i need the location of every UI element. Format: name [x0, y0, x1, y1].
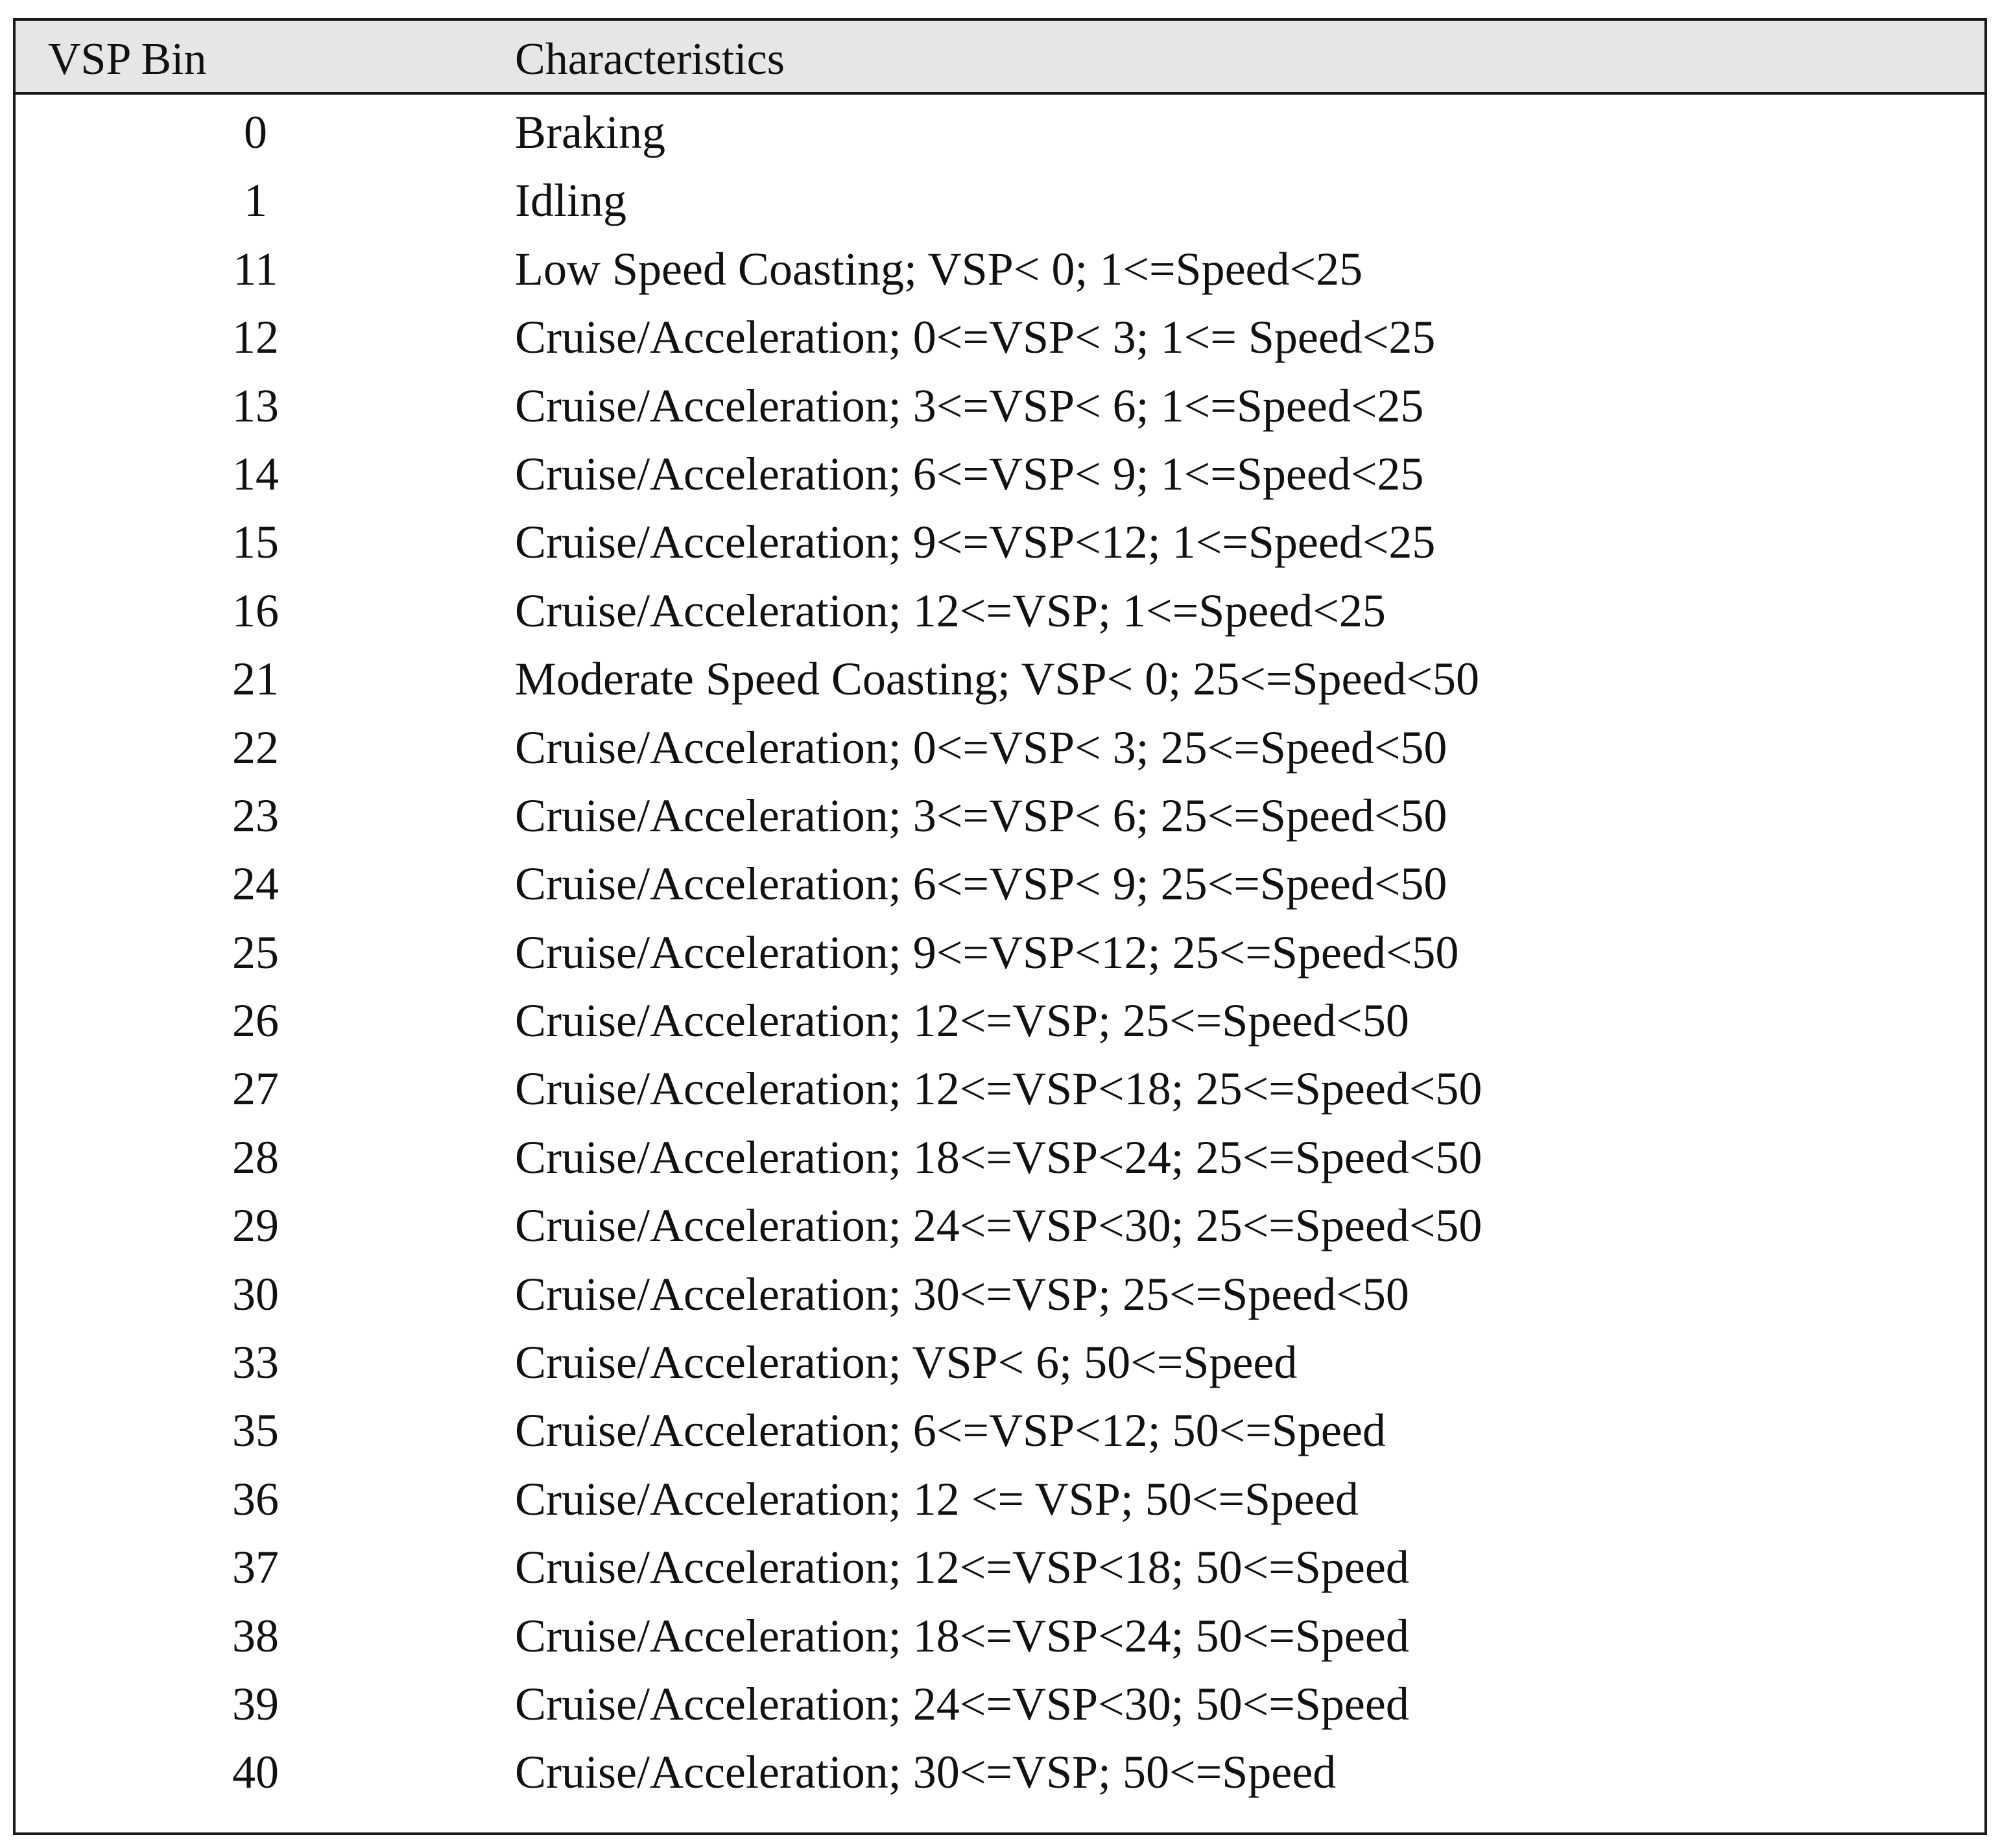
vsp-bin-cell: 24 — [232, 858, 279, 910]
table-row — [16, 508, 1984, 576]
vsp-bin-cell: 33 — [232, 1336, 279, 1389]
table-row — [16, 1055, 1984, 1123]
characteristics-cell: Cruise/Acceleration; 0<=VSP< 3; 25<=Speed<50 — [515, 721, 1447, 774]
vsp-bin-cell: 25 — [232, 926, 279, 978]
table-row — [16, 1670, 1984, 1738]
table-row — [16, 303, 1984, 372]
table-row — [16, 440, 1984, 508]
vsp-bin-cell: 13 — [232, 379, 279, 432]
vsp-bin-cell: 28 — [232, 1131, 279, 1183]
table-row — [16, 987, 1984, 1055]
table-row — [16, 1192, 1984, 1260]
table-row — [16, 850, 1984, 918]
table-row — [16, 372, 1984, 440]
characteristics-cell: Cruise/Acceleration; 6<=VSP<12; 50<=Speed — [515, 1404, 1386, 1457]
characteristics-cell: Cruise/Acceleration; 12<=VSP; 25<=Speed<50 — [515, 995, 1409, 1047]
header-characteristics: Characteristics — [515, 34, 785, 84]
characteristics-cell: Cruise/Acceleration; 12 <= VSP; 50<=Speed — [515, 1473, 1359, 1525]
table-row — [16, 782, 1984, 850]
characteristics-cell: Cruise/Acceleration; 24<=VSP<30; 25<=Speed<50 — [515, 1200, 1482, 1252]
table-row — [16, 577, 1984, 645]
characteristics-cell: Cruise/Acceleration; 18<=VSP<24; 50<=Speed — [515, 1609, 1409, 1662]
vsp-bin-cell: 16 — [232, 584, 279, 637]
vsp-bin-cell: 0 — [244, 106, 267, 158]
table-header-row — [16, 21, 1984, 95]
table-row — [16, 1738, 1984, 1807]
vsp-bin-cell: 30 — [232, 1268, 279, 1320]
characteristics-cell: Cruise/Acceleration; 12<=VSP<18; 50<=Speed — [515, 1541, 1409, 1594]
characteristics-cell: Cruise/Acceleration; 30<=VSP; 25<=Speed<50 — [515, 1268, 1409, 1320]
characteristics-cell: Cruise/Acceleration; 3<=VSP< 6; 1<=Speed<25 — [515, 379, 1424, 432]
characteristics-cell: Cruise/Acceleration; 0<=VSP< 3; 1<= Speed<25 — [515, 311, 1436, 364]
vsp-bin-cell: 35 — [232, 1404, 279, 1457]
table-row — [16, 235, 1984, 303]
characteristics-cell: Low Speed Coasting; VSP< 0; 1<=Speed<25 — [515, 243, 1363, 295]
vsp-bin-cell: 12 — [232, 311, 279, 364]
vsp-bin-cell: 21 — [232, 653, 279, 705]
table-row — [16, 99, 1984, 167]
vsp-bin-cell: 27 — [232, 1063, 279, 1115]
characteristics-cell: Cruise/Acceleration; 9<=VSP<12; 1<=Speed<25 — [515, 516, 1436, 569]
characteristics-cell: Cruise/Acceleration; VSP< 6; 50<=Speed — [515, 1336, 1298, 1389]
characteristics-cell: Cruise/Acceleration; 18<=VSP<24; 25<=Speed<50 — [515, 1131, 1482, 1183]
table-row — [16, 1465, 1984, 1534]
characteristics-cell: Cruise/Acceleration; 3<=VSP< 6; 25<=Speed<50 — [515, 789, 1447, 842]
characteristics-cell: Cruise/Acceleration; 12<=VSP; 1<=Speed<25 — [515, 584, 1386, 637]
vsp-bin-cell: 23 — [232, 789, 279, 842]
table-row — [16, 645, 1984, 713]
table-row — [16, 714, 1984, 782]
characteristics-cell: Cruise/Acceleration; 30<=VSP; 50<=Speed — [515, 1746, 1337, 1799]
table-row — [16, 1261, 1984, 1329]
vsp-bin-cell: 38 — [232, 1609, 279, 1662]
vsp-bin-cell: 26 — [232, 995, 279, 1047]
characteristics-cell: Cruise/Acceleration; 24<=VSP<30; 50<=Speed — [515, 1677, 1409, 1730]
table-row — [16, 167, 1984, 235]
vsp-bin-cell: 11 — [233, 243, 278, 295]
vsp-bin-cell: 14 — [232, 447, 279, 500]
table-row — [16, 919, 1984, 987]
characteristics-cell: Moderate Speed Coasting; VSP< 0; 25<=Speed<50 — [515, 653, 1480, 705]
table-row — [16, 1124, 1984, 1192]
vsp-bin-cell: 39 — [232, 1677, 279, 1730]
vsp-bin-cell: 29 — [232, 1200, 279, 1252]
characteristics-cell: Idling — [515, 174, 626, 227]
header-vsp-bin: VSP Bin — [48, 34, 207, 84]
table-row — [16, 1329, 1984, 1397]
table-row — [16, 1397, 1984, 1465]
characteristics-cell: Cruise/Acceleration; 9<=VSP<12; 25<=Speed<50 — [515, 926, 1459, 978]
characteristics-cell: Braking — [515, 106, 665, 158]
table-row — [16, 1602, 1984, 1670]
vsp-bin-cell: 15 — [232, 516, 279, 569]
vsp-bin-cell: 40 — [232, 1746, 279, 1799]
table-row — [16, 1534, 1984, 1602]
vsp-bin-cell: 37 — [232, 1541, 279, 1594]
characteristics-cell: Cruise/Acceleration; 6<=VSP< 9; 25<=Speed<50 — [515, 858, 1447, 910]
vsp-bin-cell: 36 — [232, 1473, 279, 1525]
vsp-bin-cell: 22 — [232, 721, 279, 774]
vsp-bin-cell: 1 — [244, 174, 267, 227]
characteristics-cell: Cruise/Acceleration; 6<=VSP< 9; 1<=Speed<25 — [515, 447, 1424, 500]
table-body — [16, 99, 1984, 1807]
characteristics-cell: Cruise/Acceleration; 12<=VSP<18; 25<=Speed<50 — [515, 1063, 1482, 1115]
vsp-bin-table — [13, 18, 1987, 1835]
